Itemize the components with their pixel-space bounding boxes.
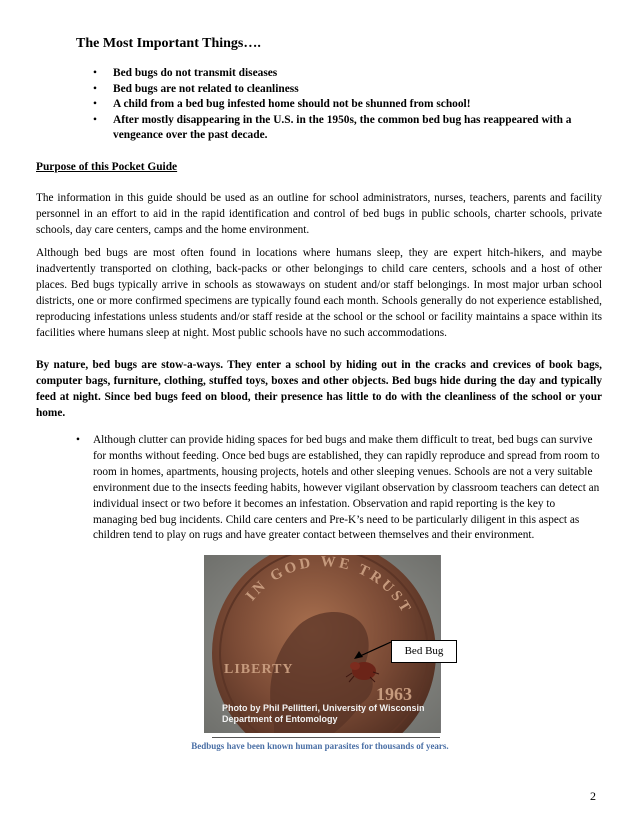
bullet-icon: • bbox=[93, 113, 97, 126]
photo-credit: Photo by Phil Pellitteri, University of Wisconsin bbox=[222, 703, 425, 713]
bullet-icon: • bbox=[76, 434, 80, 446]
list-item: • After mostly disappearing in the U.S. in the 1950s, the common bed bug has reappeared with a vengeance over the past decade. bbox=[93, 113, 572, 141]
photo-credit-department: Department of Entomology bbox=[222, 714, 338, 724]
stowaway-paragraph: By nature, bed bugs are stow-a-ways. They enter a school by hiding out in the cracks and crevices of book bags, computer bags, furniture, clothing, stuffed toys, boxes and other objects. Bed bugs hide during the day and typically feed at night. Since bed bugs feed on blood, their presence has little to do with the cleanliness of the school or your home. bbox=[36, 359, 602, 419]
list-item: • Bed bugs are not related to cleanliness bbox=[88, 82, 588, 98]
bullet-icon: • bbox=[93, 67, 97, 79]
photo-caption: Bedbugs have been known human parasites for thousands of years. bbox=[191, 741, 449, 751]
purpose-paragraph: The information in this guide should be used as an outline for school administrators, nurses, teachers, parents and facility personnel in an effort to aid in the rapid identification and control of bed bugs in public schools, charter schools, private schools, day care centers, camps and the home environment. bbox=[36, 192, 602, 236]
page-number: 2 bbox=[590, 789, 596, 803]
bed-bug-callout-label: Bed Bug bbox=[391, 640, 457, 663]
caption-divider bbox=[212, 737, 440, 738]
key-points-list bbox=[88, 66, 588, 144]
bullet-icon: • bbox=[93, 98, 97, 110]
coin-year: 1963 bbox=[376, 684, 412, 704]
bullet-icon: • bbox=[93, 82, 97, 95]
list-item: • A child from a bed bug infested home should not be shunned from school! bbox=[88, 97, 588, 113]
clutter-bullet-list bbox=[76, 433, 602, 544]
page-title: The Most Important Things…. bbox=[76, 36, 261, 51]
hitchhiker-paragraph: Although bed bugs are most often found in locations where humans sleep, they are expert hitch-hikers, and maybe inadvertently transported on clothing, back-packs or other belongings to child care centers, schools and a host of other places. Bed bugs typically arrive in schools as stowaways on student and/or staff belongings. In most major urban school districts, one or more confirmed specimens are typically found each month. Schools generally do not experience established, reproducing infestations unless students and/or staff reside at the school or the school or facility maintains a space within its facilities where humans sleep at night. Most public schools have no such accommodations. bbox=[36, 247, 602, 339]
coin-motto: IN GOD WE TRUST bbox=[243, 555, 415, 618]
list-item: • Although clutter can provide hiding spaces for bed bugs and make them difficult to treat, bed bugs can survive for months without feeding. Once bed bugs are established, they can rapidly reproduce and spread from room to room in homes, apartments, housing projects, hotels and other sleeping venues. Schools are not a very suitable environment due to the insects feeding habits, however vigilant observation by classroom teachers can detect an individual insect or two before it becomes an infestation. Observation and rapid reporting is the key to managing bed bug incidents. Child care centers and Pre-K’s need to be particularly diligent in this aspect as children tend to play on rugs and have greater contact between themselves and their environment. bbox=[76, 434, 600, 542]
purpose-heading: Purpose of this Pocket Guide bbox=[36, 161, 178, 173]
coin-liberty-text: LIBERTY bbox=[224, 662, 294, 677]
list-item: • Bed bugs do not transmit diseases bbox=[88, 66, 588, 82]
arrow-icon bbox=[352, 640, 392, 660]
